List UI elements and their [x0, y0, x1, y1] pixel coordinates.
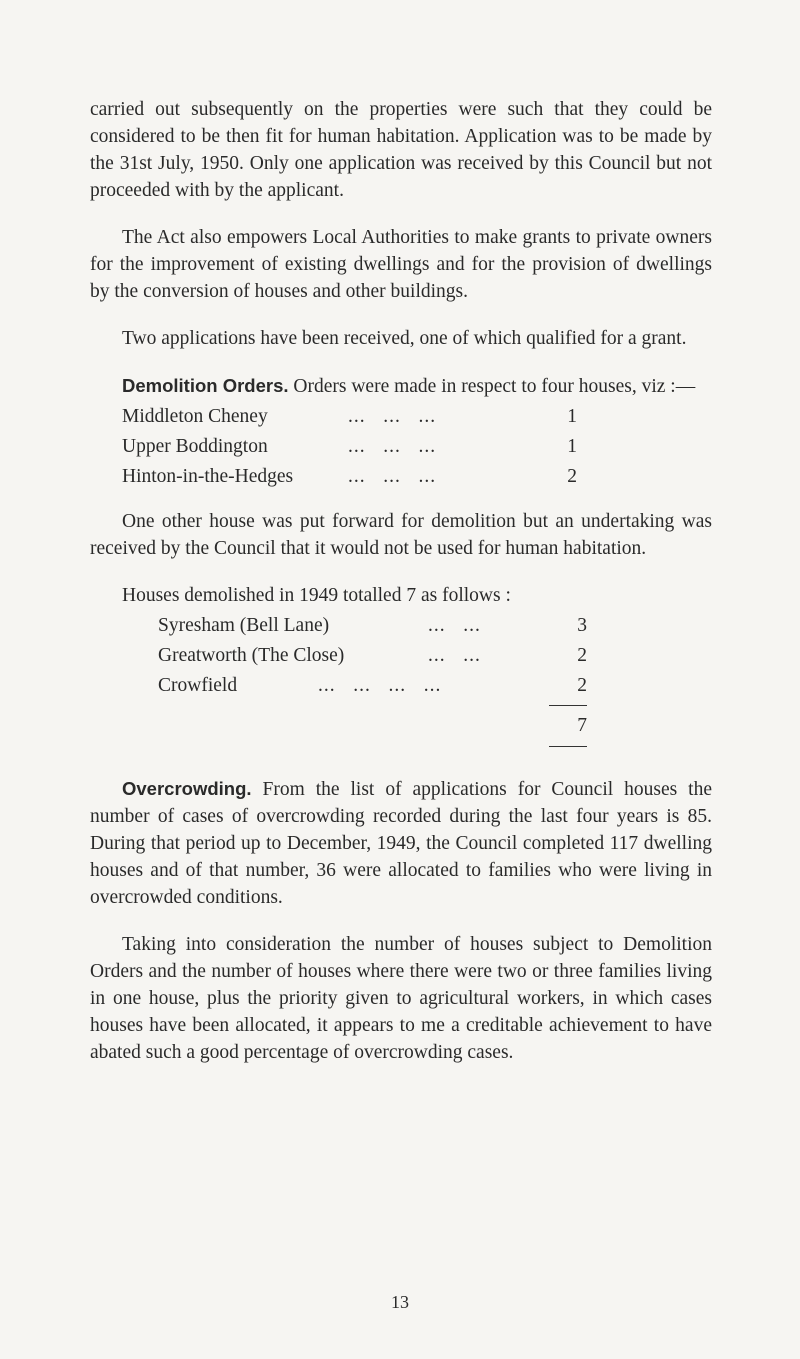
paragraph-undertaking: One other house was put forward for demolition but an undertaking was received by the Council that it would not be used for human habitation.	[90, 511, 712, 559]
demolition-orders-text: Orders were made in respect to four houses, viz :—	[288, 376, 696, 397]
house-count: 2	[577, 645, 587, 666]
paragraph-overcrowding	[90, 775, 712, 911]
paragraph-grants: The Act also empowers Local Authorities to make grants to private owners for the improvement of existing dwellings and for the provision of dwellings by the conversion of houses and other buildings.	[90, 227, 712, 302]
place-name: Greatworth (The Close)	[158, 645, 345, 666]
place-name: Crowfield	[158, 675, 238, 696]
paragraph-demolition-orders	[90, 372, 712, 400]
leader-dots: ... ... ...	[348, 466, 437, 487]
heading-overcrowding: Overcrowding.	[122, 778, 252, 799]
overcrowding-text: From the list of applications for Council houses the number of cases of overcrowding recorded during the last four years is 85. During that period up to December, 1949, the Council completed 117 dwelling houses and of that number, 36 were allocated to families who were living in overcrowded conditions.	[90, 779, 712, 908]
list-item	[90, 462, 577, 492]
paragraph-conclusion: Taking into consideration the number of houses subject to Demolition Orders and the number of houses where there were two or three families living in one house, plus the priority given to agricultural workers, in which cases houses have been allocated, it appears to me a creditable achievement to have abated such a good percentage of overcrowding cases.	[90, 934, 712, 1063]
paragraph-housing-act-continued: carried out subsequently on the properties were such that they could be considered to be then fit for human habitation. Application was to be made by the 31st July, 1950. Only one application was received by this Council but not proceeded with by the applicant.	[90, 99, 712, 201]
house-count: 1	[567, 436, 577, 457]
paragraph-houses-demolished: Houses demolished in 1949 totalled 7 as follows :	[122, 585, 511, 606]
house-count: 1	[567, 406, 577, 427]
list-item	[90, 402, 577, 432]
total-row	[158, 706, 587, 746]
place-name: Syresham (Bell Lane)	[158, 615, 330, 636]
house-count: 2	[577, 675, 587, 696]
list-item	[158, 671, 587, 701]
place-name: Upper Boddington	[122, 436, 268, 457]
leader-dots: ... ... ...	[348, 436, 437, 457]
total-count: 7	[577, 715, 587, 736]
house-count: 3	[577, 615, 587, 636]
place-name: Hinton-in-the-Hedges	[122, 466, 294, 487]
houses-demolished-list	[158, 611, 712, 747]
place-name: Middleton Cheney	[122, 406, 268, 427]
leader-dots: ... ... ... ...	[318, 675, 442, 696]
house-count: 2	[567, 466, 577, 487]
sum-rule-bottom	[549, 746, 587, 747]
demolition-orders-list	[90, 402, 712, 492]
heading-demolition-orders: Demolition Orders.	[122, 375, 289, 396]
list-item	[158, 611, 587, 641]
leader-dots: ... ...	[428, 645, 481, 666]
text-column	[90, 96, 712, 1086]
list-item	[158, 641, 587, 671]
leader-dots: ... ... ...	[348, 406, 437, 427]
list-item	[90, 432, 577, 462]
page-number: 13	[391, 1292, 409, 1312]
paragraph-applications: Two applications have been received, one of which qualified for a grant.	[122, 328, 687, 349]
leader-dots: ... ...	[428, 615, 481, 636]
